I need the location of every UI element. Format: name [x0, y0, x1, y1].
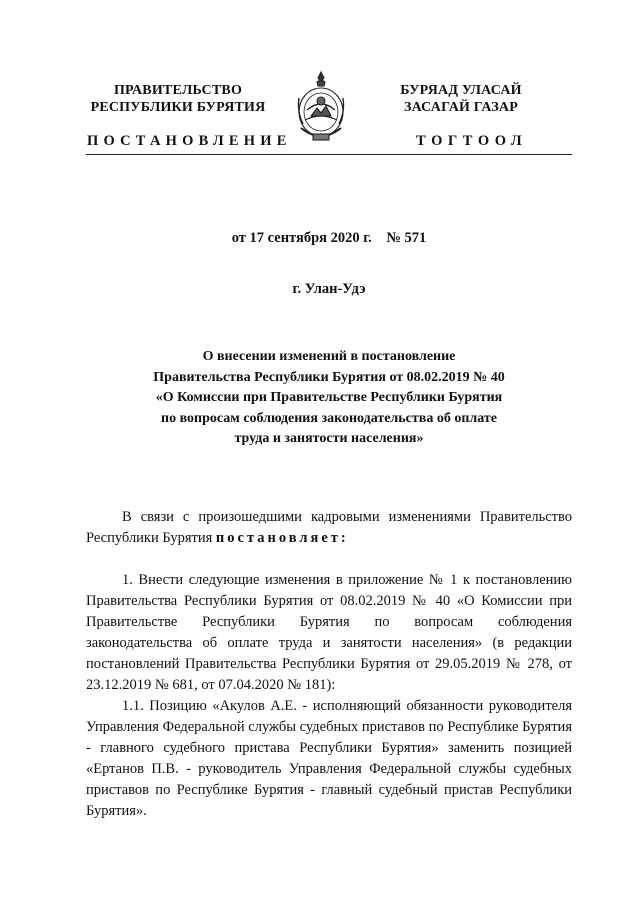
date-number-line [86, 230, 572, 247]
header-right-line2: ЗАСАГАЙ ГАЗАР [403, 100, 518, 115]
intro-paragraph [86, 507, 572, 549]
paragraph-1: 1. Внести следующие изменения в приложение № 1 к постановлению Правительства Республики Бурятия от 08.02.2019 № 40 «О Комиссии при Правительстве Республики Бурятия по вопросам соблюдения законодательства об оплате труда и занятости населения» (в редакции постановлений Правительства Республики Бурятия от 29.05.2019 № 278, от 23.12.2019 № 681, от 07.04.2020 № 181): [86, 572, 572, 693]
paragraph-1-1: 1.1. Позицию «Акулов А.Е. - исполняющий обязанности руководителя Управления Федеральной службы судебных приставов по Республике Бурятия - главного судебного пристава Республики Бурятия» заменить позицией «Ертанов П.В. - руководитель Управления Федеральной службы судебных приставов по Республике Бурятия - главный судебный пристав Республики Бурятия». [86, 698, 572, 819]
doc-type-ru: ПОСТАНОВЛЕНИЕ [87, 133, 292, 149]
title-line: труда и занятости населения» [234, 431, 424, 446]
resolves-word: постановляет: [215, 530, 349, 546]
title-line: О внесении изменений в постановление [202, 349, 456, 364]
header-left-line2: РЕСПУБЛИКИ БУРЯТИЯ [90, 100, 266, 115]
header-divider [86, 154, 572, 155]
header-right-line1: БУРЯАД УЛАСАЙ [400, 83, 522, 98]
header-right [386, 82, 536, 116]
document-date: от 17 сентября 2020 г. [231, 230, 372, 246]
coat-of-arms-icon [293, 68, 349, 148]
title-line: «О Комиссии при Правительстве Республики Бурятия [155, 390, 503, 405]
document-number: № 571 [386, 230, 427, 246]
document-body [86, 507, 572, 822]
doc-type-bur: ТОГТООЛ [416, 133, 528, 149]
header-left-line1: ПРАВИТЕЛЬСТВО [113, 83, 243, 98]
intro-text: В связи с произошедшими кадровыми изменениями Правительство Республики Бурятия [86, 509, 572, 546]
title-line: по вопросам соблюдения законодательства об оплате [161, 410, 497, 426]
title-line: Правительства Республики Бурятия от 08.02.2019 № 40 [153, 369, 505, 385]
header-left [88, 82, 268, 116]
document-city: г. Улан-Удэ [292, 281, 366, 297]
document-title [86, 347, 572, 450]
